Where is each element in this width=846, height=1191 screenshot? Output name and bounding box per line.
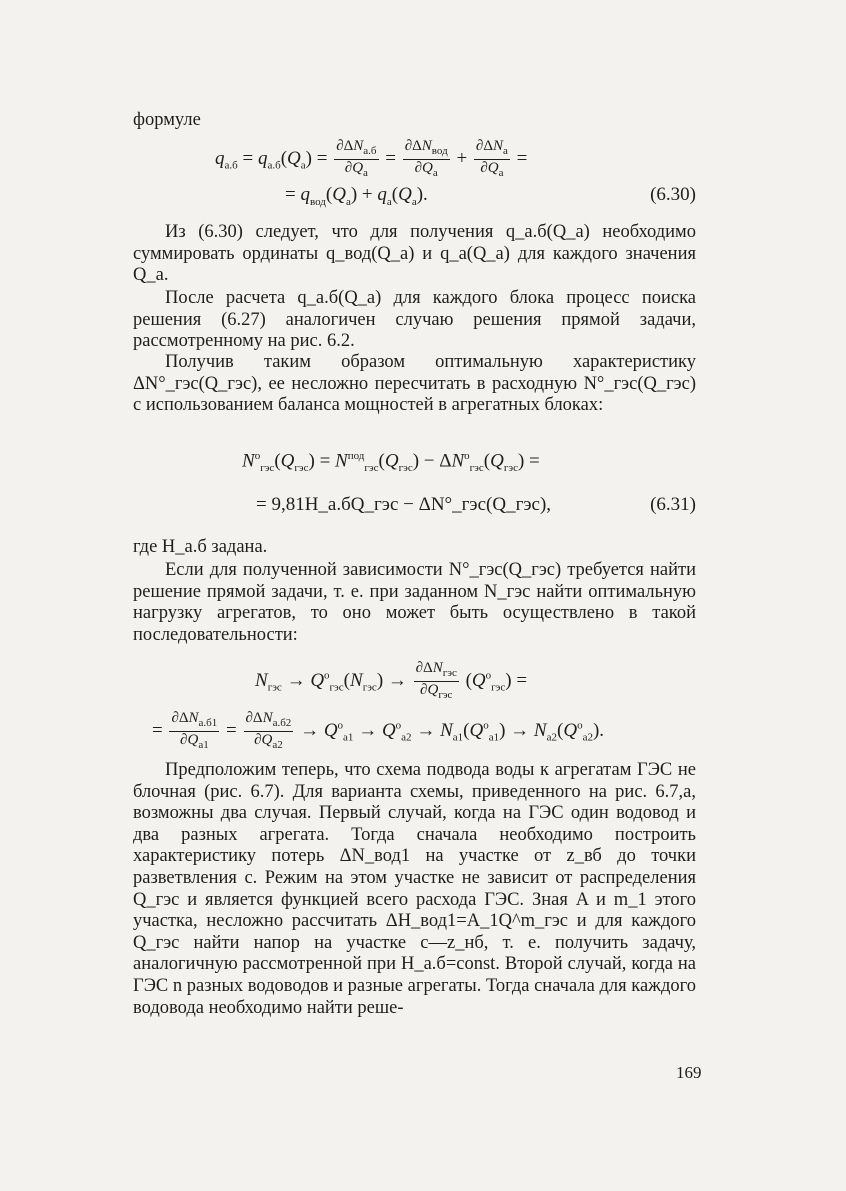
paragraph-4 xyxy=(133,560,696,646)
sequence-equation-line1: $N_{гэс} \to Q^о_{гэс}(N_{гэс})$ → $\frac{\partial\Delta N_{гэс}}{\partial Q_{гэс}}$ $(Q^о_{гэс})$ = xyxy=(255,660,528,701)
para-4-text: Если для полученной зависимости N°_гэс(Q_гэс) требуется найти решение прямой задачи, т. е. при заданном N_гэс найти оптимальную нагрузку агрегатов, то оно может быть осуществлено в такой последовательности: xyxy=(133,560,696,645)
para-1-text: Из (6.30) следует, что для получения q_а.б(Q_а) необходимо суммировать ординаты q_вод(Q_а) и q_а(Q_а) для каждого значения Q_а. xyxy=(133,222,696,286)
equation-number-6-31: (6.31) xyxy=(650,494,696,515)
para-3-text: Получив таким образом оптимальную характеристику ΔN°_гэс(Q_гэс), ее несложно пересчитать в расходную N°_гэс(Q_гэс) с использованием баланса мощностей в агрегатных блоках: xyxy=(133,352,696,416)
para-5-text: Предположим теперь, что схема подвода воды к агрегатам ГЭС не блочная (рис. 6.7). Для варианта схемы, приведенного на рис. 6.7,а, возможны два случая. Первый случай, когда на ГЭС один водовод и два разных агрегата. Тогда сначала необходимо построить характеристику потерь ΔN_вод1 на участке от z_вб до точки разветвления с. Режим на этом участке не зависит от распределения Q_гэс и является функцией всего расхода ГЭС. Зная A и m_1 этого участка, несложно рассчитать ΔH_вод1=A_1Q^m_гэс и для каждого Q_гэс найти напор на участке с—z_нб, т. е. получить задачу, аналогичную рассмотренной при H_а.б=const. Второй случай, когда на ГЭС n разных водоводов и разные агрегаты. Тогда сначала для каждого водовода необходимо найти реше- xyxy=(133,760,696,1018)
equation-6-31-line1: $N^о_{гэс}(Q_{гэс}) = N^{под}_{гэс}(Q_{гэс}) - \Delta N^о_{гэс}(Q_{гэс})$ = xyxy=(242,450,540,475)
equation-6-30-line2: = $q_{вод}(Q_а) + q_а(Q_а)$. xyxy=(285,184,428,208)
equation-number-6-30: (6.30) xyxy=(650,184,696,205)
para-2-text: После расчета q_а.б(Q_а) для каждого блока процесс поиска решения (6.27) аналогичен случаю решения прямой задачи, рассмотренному на рис. 6.2. xyxy=(133,288,696,352)
lead-text xyxy=(133,110,696,132)
paragraph-3 xyxy=(133,352,696,417)
where-text: где H_а.б задана. xyxy=(133,537,268,557)
equation-6-30-line1: $q_{а.б} = q_{а.б}(Q_а)$ = $\frac{\partial\Delta N_{а.б}}{\partial Q_а}$ = $\frac{\partial\Delta N_{вод}}{\partial Q_а}$ + $\frac{\partial\Delta N_а}{\partial Q_а}$ = xyxy=(215,138,528,179)
paragraph-2 xyxy=(133,288,696,353)
sequence-equation-line2: = $\frac{\partial\Delta N_{а.б1}}{\partial Q_{а1}}$ = $\frac{\partial\Delta N_{а.б2}}{\partial Q_{а2}}$ → $Q^о_{а1} \to Q^о_{а2} \to N_{а1}(Q^о_{а1}) \to N_{а2}(Q^о_{а2})$. xyxy=(152,710,605,751)
equation-6-31-line2: = 9,81H_а.бQ_гэс − ΔN°_гэс(Q_гэс), xyxy=(256,494,552,515)
page-number: 169 xyxy=(676,1063,702,1082)
lead-word: формуле xyxy=(133,110,201,130)
paragraph-1 xyxy=(133,222,696,287)
paragraph-5 xyxy=(133,760,696,1019)
where-line xyxy=(133,537,696,559)
